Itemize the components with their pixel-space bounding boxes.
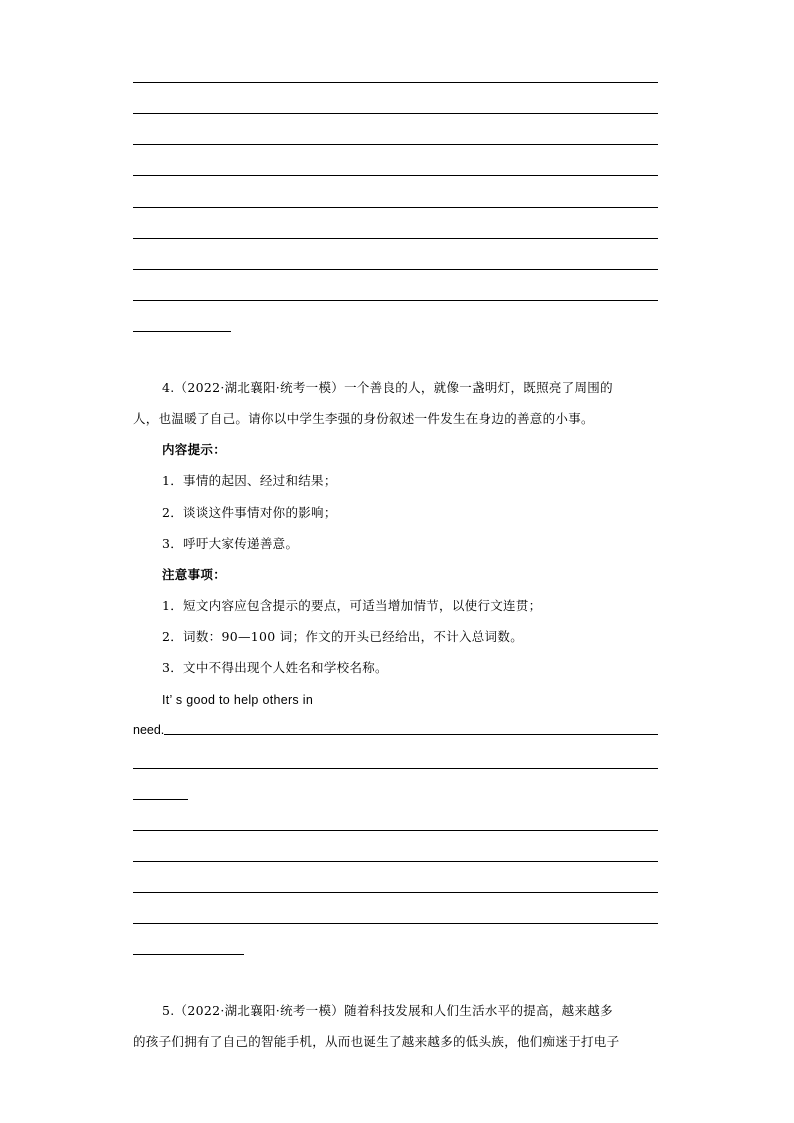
answer-line[interactable] bbox=[133, 768, 658, 769]
answer-line[interactable] bbox=[133, 830, 658, 831]
q4-opening-line: It’ s good to help others in bbox=[162, 693, 314, 707]
q4-prompt-line-1: 4.（2022·湖北襄阳·统考一模）一个善良的人，就像一盏明灯，既照亮了周围的 bbox=[162, 380, 613, 395]
answer-line[interactable] bbox=[133, 82, 658, 83]
q4-notes-title: 注意事项： bbox=[162, 567, 227, 582]
answer-line[interactable] bbox=[133, 144, 658, 145]
answer-line-short[interactable] bbox=[133, 954, 244, 955]
q4-content-hint-1: 1．事情的起因、经过和结果； bbox=[162, 473, 337, 488]
q4-note-1: 1．短文内容应包含提示的要点，可适当增加情节，以使行文连贯； bbox=[162, 598, 542, 613]
q4-prompt-line-2: 人，也温暖了自己。请你以中学生李强的身份叙述一件发生在身边的善意的小事。 bbox=[133, 411, 594, 426]
answer-line[interactable] bbox=[133, 207, 658, 208]
q4-content-hint-title: 内容提示： bbox=[162, 442, 227, 457]
q5-prompt-line-2: 的孩子们拥有了自己的智能手机，从而也诞生了越来越多的低头族，他们痴迷于打电子 bbox=[133, 1034, 620, 1049]
q4-opening-need: need. bbox=[133, 723, 165, 737]
q5-prompt-line-1: 5.（2022·湖北襄阳·统考一模）随着科技发展和人们生活水平的提高，越来越多 bbox=[162, 1003, 613, 1018]
answer-line[interactable] bbox=[133, 300, 658, 301]
answer-line[interactable] bbox=[133, 269, 658, 270]
q4-note-3: 3．文中不得出现个人姓名和学校名称。 bbox=[162, 660, 388, 675]
answer-line[interactable] bbox=[164, 734, 658, 735]
answer-line[interactable] bbox=[133, 113, 658, 114]
answer-line[interactable] bbox=[133, 923, 658, 924]
q4-content-hint-2: 2．谈谈这件事情对你的影响； bbox=[162, 505, 337, 520]
answer-line[interactable] bbox=[133, 238, 658, 239]
q4-note-2: 2．词数：90—100 词；作文的开头已经给出，不计入总词数。 bbox=[162, 629, 523, 644]
q4-opening-answer-row[interactable] bbox=[133, 722, 658, 738]
answer-line[interactable] bbox=[133, 175, 658, 176]
answer-line-short[interactable] bbox=[133, 331, 231, 332]
answer-line-short[interactable] bbox=[133, 799, 188, 800]
q4-content-hint-3: 3．呼吁大家传递善意。 bbox=[162, 536, 299, 551]
answer-line[interactable] bbox=[133, 861, 658, 862]
answer-line[interactable] bbox=[133, 892, 658, 893]
